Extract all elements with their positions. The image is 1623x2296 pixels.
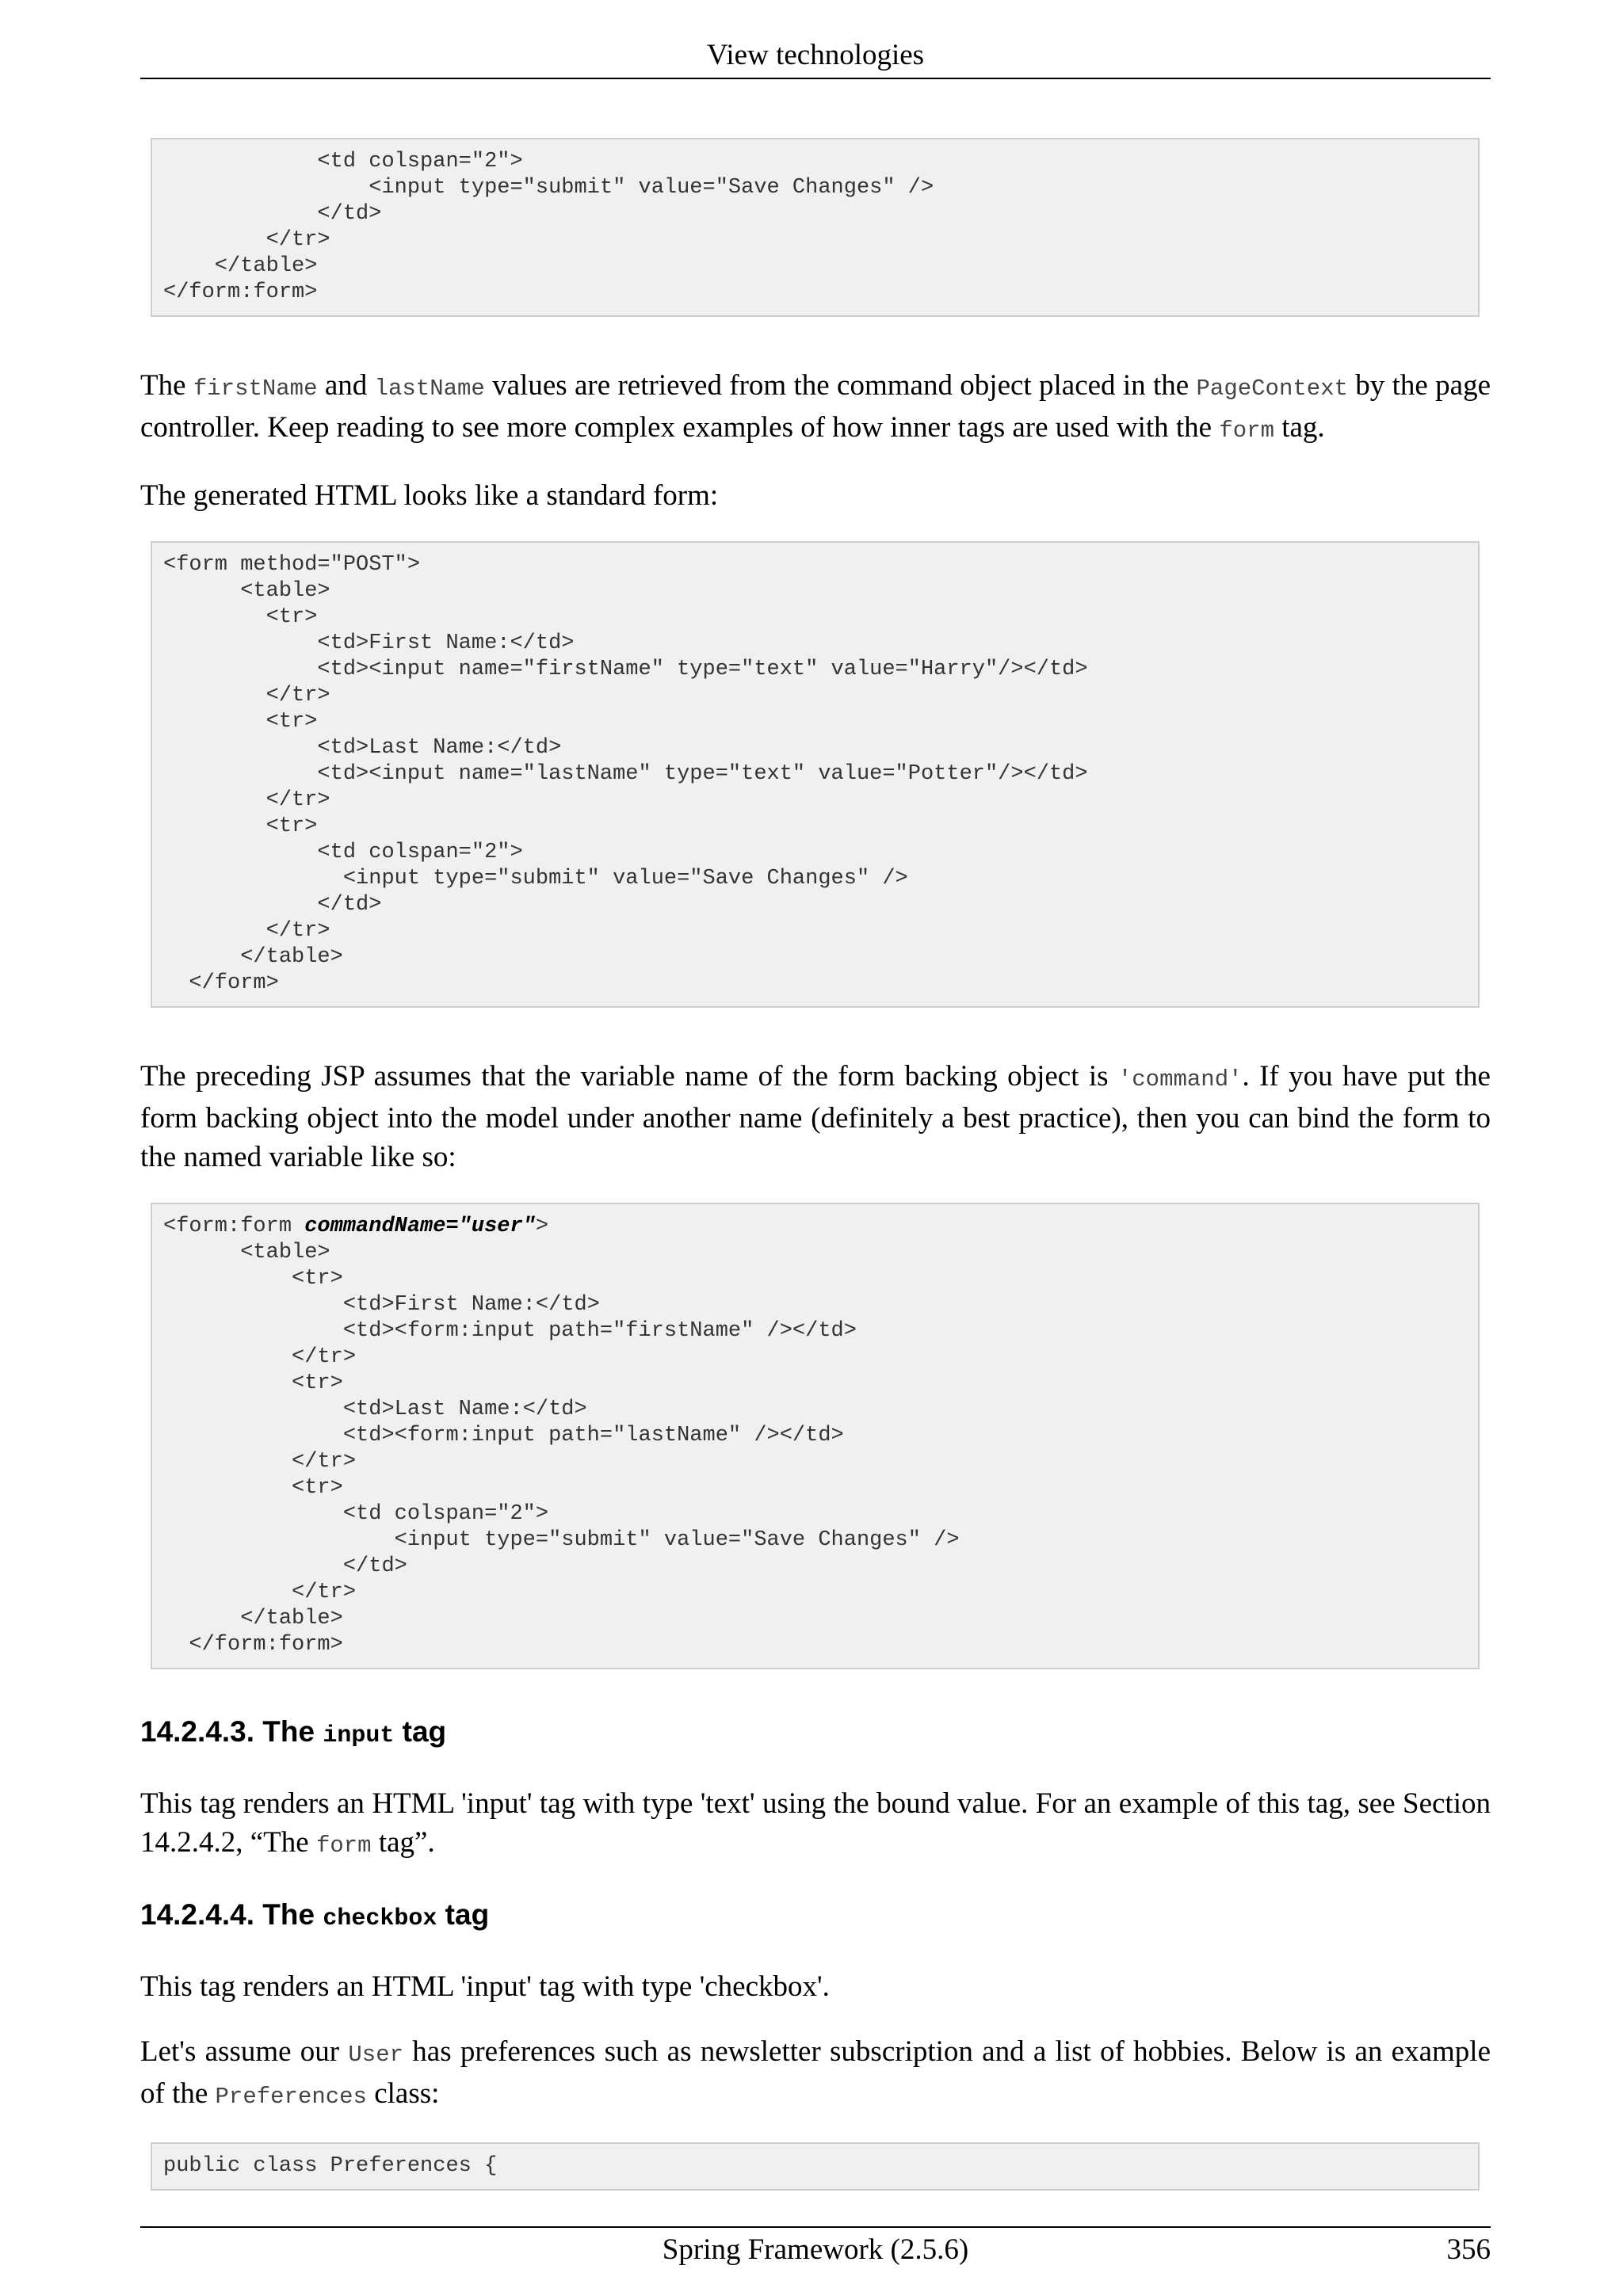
inline-code-preferences: Preferences [215,2084,367,2110]
section-heading-checkbox-tag [140,1897,1491,1937]
code-block-generated-html: <form method="POST"> <table> <tr> <td>First Name:</td> <td><input name="firstName" type="text" value="Harry"/></td> </tr> <tr> <td>Last Name:</td> <td><input name="lastName" type="text" value="Potter"/></td> </tr> <tr> <td colspan="2"> <input type="submit" value="Save Changes" /> </td> </tr> </table> </form> [151,541,1480,1008]
text: tag. [1274,411,1325,444]
heading-code: checkbox [323,1905,437,1932]
heading-text: 14.2.4.4. The [140,1898,323,1931]
header-title: View technologies [706,39,925,71]
footer-title: Spring Framework (2.5.6) [662,2233,969,2266]
code-text: > <table> <tr> <td>First Name:</td> <td><form:input path="firstName" /></td> </tr> <tr> <td>Last Name:</td> <td><form:input path="lastName" /></td> </tr> <tr> <td colspan="2"> <input type="submit" value="Save Changes" /> </td> </tr> </table> </form:form> [189,1215,960,1657]
text: has preferences such as newsletter subscription and a list of hobbies. Below is an example of the [140,2035,1491,2110]
inline-code-form-ref: form [315,1833,372,1859]
heading-text: tag [394,1715,447,1748]
paragraph-command-object [140,366,1491,450]
section-heading-input-tag [140,1714,1491,1754]
inline-code-command: 'command' [1117,1066,1243,1093]
text: values are retrieved from the command object placed in the [484,369,1197,402]
text: Let's assume our [140,2035,349,2068]
page-content [140,138,1491,2191]
inline-code-lastname: lastName [374,376,485,402]
paragraph-input-tag [140,1784,1491,1865]
code-highlight: commandName="user" [304,1215,536,1238]
heading-text: tag [437,1898,490,1931]
paragraph-generated-html: The generated HTML looks like a standard form: [140,479,719,512]
text: by the page controller. Keep reading to see more complex examples of how inner tags are used with the [140,369,1491,444]
paragraph-preferences [140,2032,1491,2116]
text: and [317,369,375,402]
inline-code-user: User [348,2042,404,2068]
code-text: <form:form [163,1215,305,1238]
text: tag”. [371,1826,435,1859]
text: . If you have put the form backing object into the model under another name (definitely a best practice), then you can bind the form to the named variable like so: [140,1060,1491,1173]
code-block-form-end: <td colspan="2"> <input type="submit" value="Save Changes" /> </td> </tr> </table> </form:form> [151,138,1480,317]
inline-code-form: form [1219,418,1274,444]
page-footer [140,2226,1491,2272]
code-block-preferences-class: public class Preferences { [151,2142,1480,2191]
page-header [140,33,1491,79]
text: The [140,369,193,402]
text: The preceding JSP assumes that the variable name of the form backing object is [140,1060,1118,1093]
inline-code-firstname: firstName [193,376,318,402]
heading-text: 14.2.4.3. The [140,1715,323,1748]
paragraph-preceding-jsp [140,1057,1491,1177]
heading-code: input [323,1722,395,1749]
code-block-commandname [151,1203,1480,1669]
page-number: 356 [1446,2233,1491,2266]
paragraph-checkbox-tag: This tag renders an HTML 'input' tag with type 'checkbox'. [140,1970,830,2003]
text: class: [366,2077,440,2110]
text: This tag renders an HTML 'input' tag with type 'text' using the bound value. For an example of this tag, see Section 14.2.4.2, “The [140,1787,1491,1859]
inline-code-pagecontext: PageContext [1196,376,1348,402]
